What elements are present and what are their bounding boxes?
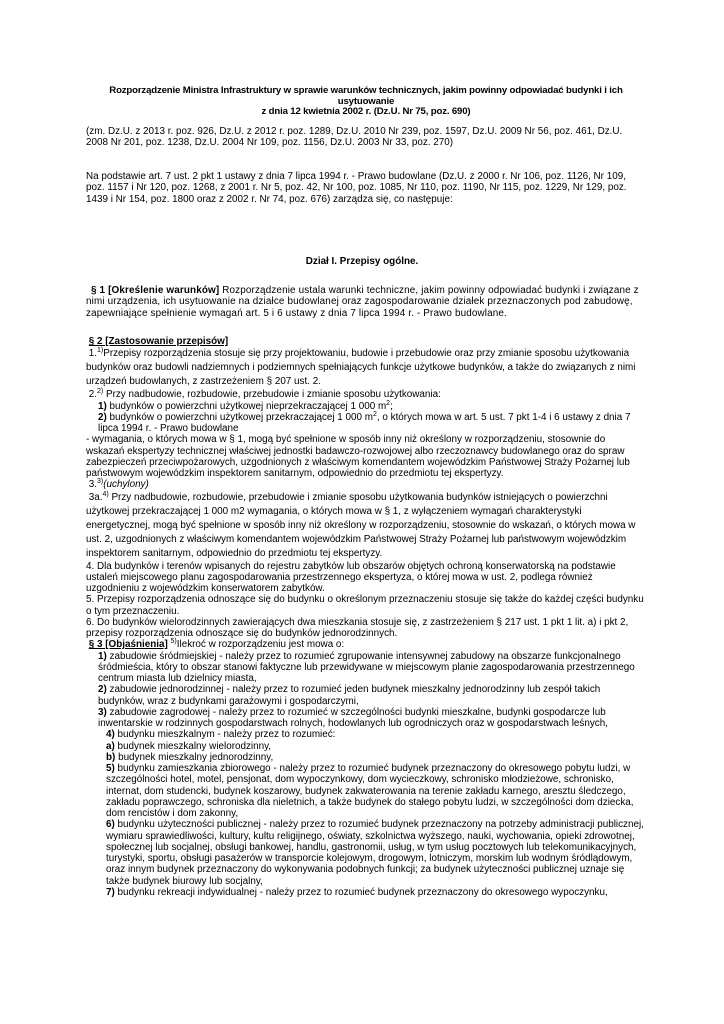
item-text: budynku mieszkalnym - należy przez to rozumieć:	[114, 729, 336, 741]
definition-item	[86, 763, 644, 819]
paragraph-2-heading	[86, 336, 644, 347]
superscript: 2	[373, 410, 377, 418]
p2-ust-4: 4. Dla budynków i terenów wpisanych do rejestru zabytków lub obszarów objętych ochroną konserwatorską na podstawie ustaleń miejscowego planu zagospodarowania przestrzennego ekspertyza, o której mowa w ust. 2, podlega również uzgodnieniu z wojewódzkim konserwatorem zabytków.	[86, 560, 616, 594]
paragraph-1	[86, 285, 642, 319]
section-heading: Dział I. Przepisy ogólne.	[305, 256, 419, 267]
item-number: 2)	[98, 684, 107, 696]
definition-item	[86, 651, 644, 685]
ust-text: Przy nadbudowie, rozbudowie, przebudowie i zmianie sposobu użytkowania budynków istniejących o powierzchni użytkowej przekraczającej 1 000 m2 wymagania, o których mowa w § 1, z wyłączeniem wymagań charakterystyki energetycznej, mogą być spełnione w sposób inny niż określony w rozporządzeniu, stosownie do wskazań, o których mowa w ust. 2, uzgodnionych z właściwym komendantem wojewódzkim Państwowej Straży Pożarnej lub państwowym wojewódzkim inspektorem sanitarnym, odpowiednio do przedmiotu tej ekspertyzy.	[86, 491, 636, 559]
document-body	[86, 336, 644, 898]
item-text: budynek mieszkalny jednorodzinny,	[115, 751, 274, 763]
footnote-ref: 5)	[170, 638, 177, 646]
definition-item	[86, 729, 644, 740]
item-text: zabudowie zagrodowej - należy przez to rozumieć w szczególności budynki mieszkalne, budynki gospodarcze lub inwentarskie w rodzinnych gospodarstwach rolnych, hodowlanych lub ogrodniczych oraz w gospodarstwach leśnych,	[98, 706, 608, 729]
ust-number: 1.	[88, 348, 97, 360]
ust-text: (uchylony)	[103, 479, 149, 491]
footnote-ref: 3)	[97, 478, 104, 486]
footnote-ref: 1)	[97, 347, 104, 355]
paragraph-1-heading: § 1 [Określenie warunków]	[91, 285, 220, 296]
amendments-note: (zm. Dz.U. z 2013 r. poz. 926, Dz.U. z 2012 r. poz. 1289, Dz.U. 2010 Nr 239, poz. 1597, Dz.U. 2009 Nr 56, poz. 461, Dz.U. 2008 Nr 201, poz. 1238, Dz.U. 2004 Nr 109, poz. 1156, Dz.U. 2003 Nr 33, poz. 270)	[86, 126, 623, 149]
p2-ust-2-tail: - wymagania, o których mowa w § 1, mogą być spełnione w sposób inny niż określony w rozporządzeniu, stosownie do wskazań ekspertyzy technicznej właściwej jednostki badawczo-rozwojowej albo rzeczoznawcy budowlanego oraz do spraw zabezpieczeń przeciwpożarowych, uzgodnionych z właściwym komendantem wojewódzkim Państwowej Straży Pożarnej lub państwowym wojewódzkim inspektorem sanitarnym, odpowiednio do przedmiotu tej ekspertyzy.	[86, 434, 630, 479]
p2-ust-2-item-1	[86, 401, 644, 412]
definition-item	[86, 707, 644, 730]
definition-item	[86, 887, 644, 898]
definition-subitem	[86, 741, 644, 752]
item-number: 4)	[106, 729, 115, 741]
p2-ust-2-item-2	[86, 412, 644, 435]
item-number: 1)	[98, 400, 107, 412]
ust-number: 3a.	[88, 491, 103, 503]
definition-item	[86, 684, 644, 707]
p2-ust-1	[86, 347, 644, 389]
paragraph-3-heading-label: § 3 [Objaśnienia]	[88, 639, 168, 651]
item-text: budynków o powierzchni użytkowej nieprzekraczającej 1 000 m	[106, 400, 387, 412]
p2-ust-2	[86, 389, 644, 400]
item-number: 5)	[106, 763, 115, 774]
item-text: budynek mieszkalny wielorodzinny,	[114, 740, 272, 752]
p2-ust-3	[86, 479, 644, 490]
item-number: 6)	[106, 819, 115, 831]
title-line-2: z dnia 12 kwietnia 2002 r. (Dz.U. Nr 75, poz. 690)	[261, 106, 471, 117]
p2-ust-6: 6. Do budynków wielorodzinnych zawierających dwa mieszkania stosuje się, z zastrzeżeniem § 217 ust. 1 pkt 1 lit. a) i pkt 2, przepisy rozporządzenia odnoszące się do budynków jednorodzinnych.	[86, 616, 629, 639]
superscript: 2	[386, 399, 391, 407]
footnote-ref: 2)	[97, 388, 104, 396]
item-letter: b)	[106, 751, 116, 763]
p2-ust-5: 5. Przepisy rozporządzenia odnoszące się do budynku o określonym przeznaczeniu stosuje się także do każdej części budynku o tym przeznaczeniu.	[86, 594, 644, 617]
p2-ust-3a	[86, 491, 644, 561]
paragraph-3-intro: Ilekroć w rozporządzeniu jest mowa o:	[176, 639, 345, 651]
legal-basis: Na podstawie art. 7 ust. 2 pkt 1 ustawy z dnia 7 lipca 1994 r. - Prawo budowlane (Dz.U. z 2000 r. Nr 106, poz. 1126, Nr 109, poz. 1157 i Nr 120, poz. 1268, z 2001 r. Nr 5, poz. 42, Nr 100, poz. 1085, Nr 110, poz. 1190, Nr 115, poz. 1229, Nr 129, poz. 1439 i Nr 154, poz. 1800 oraz z 2002 r. Nr 74, poz. 676) zarządza się, co następuje:	[86, 171, 627, 205]
ust-text: Przy nadbudowie, rozbudowie, przebudowie i zmianie sposobu użytkowania:	[103, 389, 441, 401]
ust-number: 3.	[88, 479, 97, 491]
item-text: budynku użyteczności publicznej - należy przez to rozumieć budynek przeznaczony na potrzeby administracji publicznej, wymiaru sprawiedliwości, kultury, kultu religijnego, oświaty, szkolnictwa wyższego, nauki, wychowania, opieki zdrowotnej, społecznej lub socjalnej, obsługi bankowej, handlu, gastronomii, usług, w tym usług pocztowych lub telekomunikacyjnych, turystyki, sportu, obsługi pasażerów w transporcie kolejowym, drogowym, lotniczym, morskim lub wodnym śródlądowym, oraz innym budynek przeznaczony do wykonywania podobnych funkcji; za budynek użyteczności publicznej uznaje się także budynek biurowy lub socjalny,	[106, 819, 644, 887]
item-text-end: ;	[390, 400, 393, 412]
item-number: 1)	[98, 650, 107, 662]
item-text: zabudowie jednorodzinnej - należy przez to rozumieć jeden budynek mieszkalny jednorodzinny lub zespół takich budynków, wraz z budynkami garażowymi i gospodarczymi,	[98, 684, 601, 707]
definition-subitem	[86, 752, 644, 763]
item-number: 7)	[106, 886, 115, 898]
item-text: budynku zamieszkania zbiorowego - należy przez to rozumieć budynek przeznaczony do okresowego pobytu ludzi, w szczególności hotel, motel, pensjonat, dom wypoczynkowy, dom wycieczkowy, schronisko młodzieżowe, schronisko, internat, dom studencki, budynek koszarowy, budynek zakwaterowania na terenie zakładu karnego, aresztu śledczego, zakładu poprawczego, schroniska dla nieletnich, a także budynek do stałego pobytu ludzi, w szczególności dom dziecka, dom rencistów i dom zakonny,	[106, 763, 634, 819]
item-letter: a)	[106, 740, 115, 752]
item-text: budynków o powierzchni użytkowej przekraczającej 1 000 m	[106, 411, 373, 423]
item-text: zabudowie śródmiejskiej - należy przez to rozumieć zgrupowanie intensywnej zabudowy na obszarze funkcjonalnego śródmieścia, który to obszar stanowi faktyczne lub przewidywane w miejscowym planie zagospodarowania przestrzennego centrum miasta lub dzielnicy miasta,	[98, 650, 635, 684]
paragraph-2-heading-label: § 2 [Zastosowanie przepisów]	[88, 336, 229, 347]
item-number: 3)	[98, 706, 107, 718]
definition-item	[86, 819, 644, 887]
item-number: 2)	[98, 411, 107, 423]
document-title	[86, 86, 646, 118]
footnote-ref: 4)	[102, 490, 109, 498]
item-text: budynku rekreacji indywidualnej - należy przez to rozumieć budynek przeznaczony do okresowego wypoczynku,	[114, 886, 608, 898]
ust-number: 2.	[88, 389, 97, 401]
paragraph-3-heading	[86, 639, 644, 650]
paragraph-1-text: Rozporządzenie ustala warunki techniczne, jakim powinny odpowiadać budynki i związane z nimi urządzenia, ich usytuowanie na działce budowlanej oraz zagospodarowanie działek przeznaczonych pod zabudowę, zapewniające spełnienie wymagań art. 5 i 6 ustawy z dnia 7 lipca 1994 r. - Prawo budowlane.	[86, 285, 639, 319]
item-text-end: , o których mowa w art. 5 ust. 7 pkt 1-4 i 6 ustawy z dnia 7 lipca 1994 r. - Prawo budowlane	[98, 411, 631, 434]
ust-text: Przepisy rozporządzenia stosuje się przy projektowaniu, budowie i przebudowie oraz przy zmianie sposobu użytkowania budynków oraz budowli nadziemnych i podziemnych spełniających funkcje użytkowe budynków, a także do związanych z nimi urządzeń budowlanych, z zastrzeżeniem § 207 ust. 2.	[86, 348, 636, 388]
title-line-1: Rozporządzenie Ministra Infrastruktury w sprawie warunków technicznych, jakim powinny odpowiadać budynki i ich usytuowanie	[109, 85, 623, 107]
